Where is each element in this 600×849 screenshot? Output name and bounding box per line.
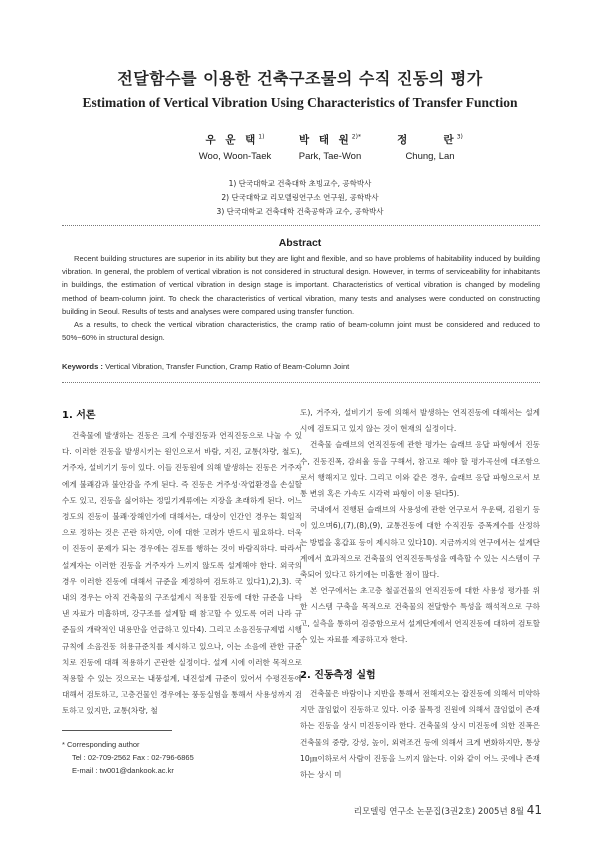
author-2-sup: 2)* (351, 133, 361, 141)
footnote-rule (62, 730, 172, 731)
author-3 (385, 132, 475, 162)
divider-top (62, 225, 540, 226)
journal-name: 리모델링 연구소 논문집(3권2호) 2005년 8월 (353, 807, 525, 817)
abstract-heading: Abstract (278, 237, 322, 249)
paper-title-korean: 전달함수를 이용한 건축구조물의 수직 진동의 평가 (117, 69, 483, 88)
abstract-body (62, 252, 540, 344)
affiliation-1: 1) 단국대학교 건축대학 초빙교수, 공학박사 (228, 179, 372, 188)
author-2-name-ko: 박 태 원 (299, 134, 352, 146)
right-column (300, 405, 540, 648)
right-paragraph-3: 국내에서 진행된 슬래브의 사용성에 관한 연구로서 우운택, 김원기 등이 있으며6),(7),(8),(9), 교통진동에 대한 수직진동 증폭계수를 산정하는 방법을 홍갑표 등이 제시하고 있다10). 지금까지의 연구에서는 설계단계에서 효과적으로 건축물의 연직진동특성을 예측할 수 있는 시스템이 구축되어 있다고 하기에는 미흡한 점이 많다. (300, 505, 540, 580)
footnote-label: * Corresponding author (62, 740, 140, 749)
affiliation-3: 3) 단국대학교 건축대학 건축공학과 교수, 공학박사 (216, 207, 384, 216)
footnote-email: E-mail : tw001@dankook.ac.kr (72, 766, 174, 775)
keywords-label: Keywords : (62, 362, 103, 371)
right-paragraph-4: 본 연구에서는 초고층 철골건물의 연직진동에 대한 사용성 평가를 위한 시스템 구축을 목적으로 건축물의 전달함수 특성을 해석적으로 구하고, 실측을 통하여 검증함으로서 설계단계에서 연직진동에 대하여 검토할 수 있는 자료를 제공하고자 한다. (300, 586, 540, 644)
abstract-paragraph-2: As a results, to check the vertical vibration characteristics, the cramp ratio of beam-column joint must be considered and reduced to 50%~60% in structural design. (62, 320, 540, 343)
affiliation-2: 2) 단국대학교 리모델링연구소 연구원, 공학박사 (221, 193, 379, 202)
author-2 (280, 132, 380, 162)
right-paragraph-2: 건축물 슬래브의 연직진동에 관한 평가는 슬래브 응답 파형에서 진동수, 진동진폭, 감쇠율 등을 구해서, 참고로 해야 할 평가곡선에 대조함으로서 행해지고 있다. 그리고 이와 같은 경우, 슬래브 응답 파형으로서 보통 변위 혹은 가속도 시각력 파형이 이용 된다5). (300, 440, 540, 499)
abstract-paragraph-1: Recent building structures are superior in its ability but they are light and flexible, and so have problems of habitability induced by building vibration. In general, the problem of vertical vibration is not considered in structural design. However, in terms of serviceability for inhabitants in buildings, the estimation of vertical vibration in design stage is important. Characteristics of vertical vibration is changed by modeling method of beam-column joint. To check the characteristics of vertical vibration, many tests and analyses were conducted on constructing building in Seoul. Results of tests and analyses were compared using transfer function. (62, 254, 540, 316)
keywords-text: Vertical Vibration, Transfer Function, Cramp Ratio of Beam-Column Joint (105, 362, 350, 371)
intro-paragraph: 건축물에 발생하는 진동은 크게 수평진동과 연직진동으로 나눌 수 있다. 이러한 진동을 발생시키는 원인으로서 바람, 지진, 교통(차량, 철도), 거주자, 설비기기 등이 있다. 이들 진동원에 의해 발생하는 진동은 거주자에게 불쾌감과 불안감을 주게 된다. 즉 진동은 거주성·작업환경을 손실할 수도 있고, 진동을 싫어하는 정밀기계류에는 지장을 초래하게 된다. 어느 정도의 진동이 불쾌·장해인가에 대해서는, 대상이 인간인 경우는 획일적으로 정하는 것은 곤란 하지만, 이에 대한 고려가 반드시 필요하다. 더욱이 진동이 문제가 되는 경우에는 검토를 행하는 것이 바람직하다. 따라서 설계자는 이러한 진동을 거주자가 느끼지 않도록 설계해야 한다. 외국의 경우 이러한 진동에 대해서 규준을 제정하여 검토하고 있다1),2),3). 국내의 경우는 아직 건축물의 구조설계시 적용할 진동에 대한 규준을 나타낸 자료가 미흡하며, 강구조를 설계할 때 참고할 수 있도록 여러 나라 규준들의 개략적인 내용만을 언급하고 있다4). 그리고 소음진동규제법 시행규칙에 소음진동 허용규준치를 제시하고 있으나, 이는 소음에 관한 규준치로 진동에 대해 적용하기 곤란한 실정이다. 설계 시에 이러한 목적으로 적용할 수 있는 것으로는 내풍설계, 내진설계 규준이 있어서 수평진동에 대해서 검토하고, 고층건물인 경우에는 풍동실험을 통해서 사용성까지 검토하고 있지만, 교통(차량, 철 (62, 431, 302, 716)
author-1-name-ko: 우 운 택 (205, 134, 259, 146)
author-3-sup: 3) (456, 133, 463, 141)
author-1-name-en: Woo, Woon-Taek (198, 151, 272, 162)
footnote-phone: Tel : 02-709-2562 Fax : 02-796-6865 (72, 753, 194, 762)
section-2-body (300, 686, 540, 783)
author-2-name-en: Park, Tae-Won (298, 151, 362, 162)
left-column (62, 428, 302, 720)
page-footer (354, 803, 542, 817)
author-3-name-ko: 정 란 (397, 134, 457, 146)
author-1 (190, 132, 280, 162)
author-1-sup: 1) (258, 133, 265, 141)
author-3-name-en: Chung, Lan (405, 151, 455, 162)
divider-bottom (62, 382, 540, 383)
keywords (62, 362, 540, 371)
section-2-paragraph: 건축물은 바람이나 지반을 통해서 전해져오는 잡진동에 의해서 미약하지만 끊임없이 진동하고 있다. 이중 불특정 진원에 의해서 끊임없이 존재하는 진동을 상시 미진동이라 한다. 건축물의 상시 미진동에 의한 진폭은 건축물의 중량, 강성, 높이, 외력조건 등에 의해서 크게 변화하지만, 통상 10㎛이하로서 사람이 진동을 느끼지 않는다. 이와 같이 어느 곳에나 존재하는 상시 미 (300, 689, 540, 780)
paper-title-english: Estimation of Vertical Vibration Using Characteristics of Transfer Function (82, 95, 518, 110)
section-2-heading: 2. 진동측정 실험 (300, 670, 376, 681)
right-paragraph-1: 도), 거주자, 설비기기 등에 의해서 발생하는 연직진동에 대해서는 설계 시에 검토되고 있지 않는 것이 현재의 실정이다. (300, 408, 540, 434)
page-number: 41 (526, 803, 542, 817)
footnote (62, 738, 194, 777)
section-1-heading: 1. 서론 (62, 410, 96, 421)
